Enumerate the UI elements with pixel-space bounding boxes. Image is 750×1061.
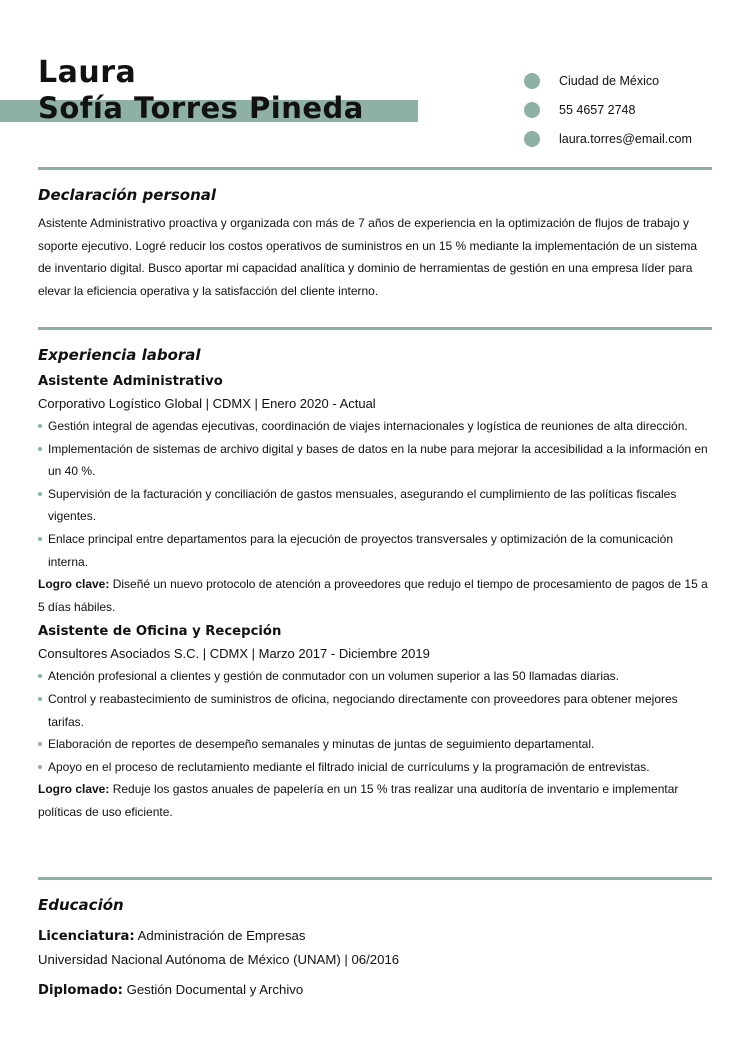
- list-item: [38, 528, 712, 573]
- experience-section: [38, 346, 712, 824]
- education-diploma: [38, 978, 712, 1002]
- diploma-label: Diplomado:: [38, 983, 123, 998]
- contact-email-row: [524, 124, 744, 153]
- diploma-value: Gestión Documental y Archivo: [122, 982, 304, 997]
- bullet-text: Elaboración de reportes de desempeño semanales y minutas de juntas de seguimiento departamental.: [48, 737, 595, 752]
- list-item: [38, 733, 712, 756]
- bullet-dot-icon: [38, 537, 42, 541]
- job-bullets: [38, 665, 712, 778]
- bullet-text: Control y reabastecimiento de suministros de oficina, negociando directamente con proveedores para obtener mejores tarifas.: [48, 691, 678, 729]
- experience-title: Experiencia laboral: [38, 346, 201, 364]
- job-entry: [38, 622, 712, 823]
- email-dot-icon: [524, 131, 540, 147]
- bullet-text: Apoyo en el proceso de reclutamiento mediante el filtrado inicial de currículums y la programación de entrevistas.: [48, 759, 650, 774]
- bullet-dot-icon: [38, 765, 42, 769]
- degree-label: Licenciatura:: [38, 929, 135, 944]
- section-divider: [38, 167, 712, 170]
- achievement-text: Reduje los gastos anuales de papelería en un 15 % tras realizar una auditoría de inventario e implementar políticas de uso eficiente.: [38, 782, 679, 819]
- bullet-dot-icon: [38, 424, 42, 428]
- bullet-dot-icon: [38, 742, 42, 746]
- contact-city: Ciudad de México: [559, 73, 660, 88]
- bullet-text: Supervisión de la facturación y conciliación de gastos mensuales, asegurando el cumplimiento de las políticas fiscales vigentes.: [48, 486, 677, 524]
- name-block: [0, 55, 460, 125]
- section-divider: [38, 877, 712, 880]
- contact-info: [524, 66, 744, 153]
- achievement-label: Logro clave:: [38, 577, 110, 592]
- contact-phone-row: [524, 95, 744, 124]
- full-name-rest: Sofía Torres Pineda: [38, 91, 364, 125]
- achievement-label: Logro clave:: [38, 782, 110, 797]
- list-item: [38, 438, 712, 483]
- first-name: Laura: [38, 55, 137, 90]
- summary-title: Declaración personal: [38, 186, 217, 204]
- job-meta: Corporativo Logístico Global | CDMX | Enero 2020 - Actual: [38, 396, 376, 411]
- education-section: [38, 896, 712, 1002]
- job-bullets: [38, 415, 712, 573]
- section-divider: [38, 327, 712, 330]
- bullet-text: Implementación de sistemas de archivo digital y bases de datos en la nube para mejorar la accesibilidad a la información en un 40 %.: [48, 441, 708, 479]
- location-dot-icon: [524, 73, 540, 89]
- achievement-text: Diseñé un nuevo protocolo de atención a proveedores que redujo el tiempo de procesamiento de pagos de 15 a 5 días hábiles.: [38, 577, 708, 614]
- education-institution: Universidad Nacional Autónoma de México (UNAM) | 06/2016: [38, 952, 400, 967]
- job-meta: Consultores Asociados S.C. | CDMX | Marzo 2017 - Diciembre 2019: [38, 646, 430, 662]
- contact-phone: 55 4657 2748: [559, 102, 636, 117]
- summary-section: [38, 186, 712, 302]
- key-achievement: [38, 778, 712, 823]
- contact-email: laura.torres@email.com: [559, 131, 692, 146]
- bullet-dot-icon: [38, 492, 42, 496]
- bullet-text: Gestión integral de agendas ejecutivas, coordinación de viajes internacionales y logística de reuniones de alta dirección.: [48, 419, 688, 433]
- job-title: Asistente de Oficina y Recepción: [38, 624, 282, 640]
- bullet-dot-icon: [38, 697, 42, 701]
- list-item: [38, 756, 712, 779]
- bullet-text: Atención profesional a clientes y gestión de conmutador con un volumen superior a las 50 llamadas diarias.: [48, 669, 619, 684]
- list-item: [38, 415, 712, 438]
- bullet-dot-icon: [38, 447, 42, 451]
- education-degree: [38, 924, 712, 948]
- key-achievement: [38, 573, 712, 618]
- education-title: Educación: [38, 896, 124, 914]
- phone-dot-icon: [524, 102, 540, 118]
- job-title: Asistente Administrativo: [38, 374, 223, 389]
- list-item: [38, 665, 712, 688]
- list-item: [38, 483, 712, 528]
- contact-city-row: [524, 66, 744, 95]
- summary-text: Asistente Administrativo proactiva y organizada con más de 7 años de experiencia en la optimización de flujos de trabajo y soporte ejecutivo. Logré reducir los costos operativos de suministros en un 15 % mediante la implementación de un sistema de inventario digital. Busco aportar mi capacidad analítica y dominio de herramientas de gestión en una empresa líder para elevar la eficiencia operativa y la satisfacción del cliente interno.: [38, 216, 698, 298]
- job-entry: [38, 372, 712, 618]
- degree-value: Administración de Empresas: [134, 928, 306, 943]
- list-item: [38, 688, 712, 733]
- bullet-text: Enlace principal entre departamentos para la ejecución de proyectos transversales y optimización de la comunicación interna.: [48, 531, 674, 569]
- bullet-dot-icon: [38, 674, 42, 678]
